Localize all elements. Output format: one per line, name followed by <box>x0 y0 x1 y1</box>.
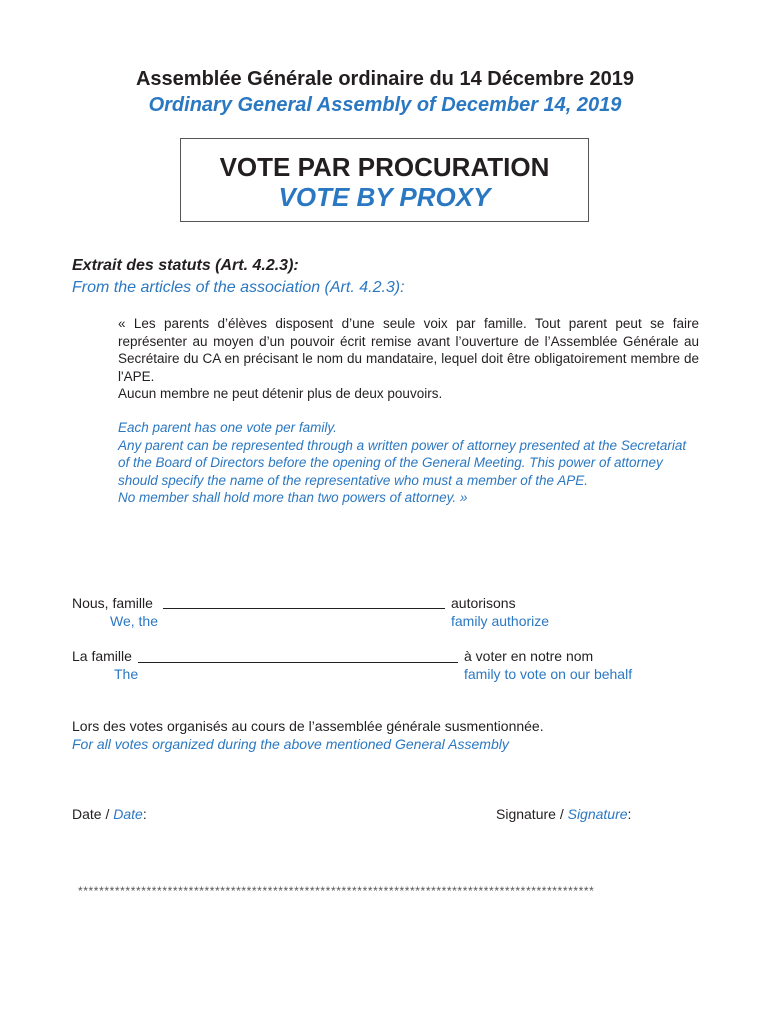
proxy-family-name-field[interactable] <box>138 662 458 663</box>
family-label-french: Nous, famille <box>72 595 153 611</box>
quote-french-para-2: Aucun membre ne peut détenir plus de deux pouvoirs. <box>118 386 443 401</box>
date-label-french: Date / <box>72 806 110 822</box>
authorize-label-english: family authorize <box>451 613 550 629</box>
quote-english-para-3: No member shall hold more than two powers of attorney. » <box>118 490 468 505</box>
title-french: Assemblée Générale ordinaire du 14 Décembre 2019 <box>135 68 635 90</box>
cut-line-separator: ************************************************************************************************** <box>78 884 595 898</box>
box-title-english: VOTE BY PROXY <box>278 182 491 212</box>
quote-english-para-2: Any parent can be represented through a written power of attorney presented at the Secretariat of the Board of Directors before the opening of the General Meeting. This power of attorney should specify the name of the representative who must a member of the APE. <box>118 437 687 488</box>
box-title-french: VOTE PAR PROCURATION <box>219 152 550 182</box>
family-label-english: We, the <box>110 613 158 629</box>
signature-label-french: Signature / <box>496 806 564 822</box>
signature-colon: : <box>627 806 632 822</box>
votes-statement-french: Lors des votes organisés au cours de l’assemblée générale susmentionnée. <box>72 718 544 734</box>
family-name-field[interactable] <box>163 608 445 609</box>
vote-on-behalf-label-english: family to vote on our behalf <box>464 666 633 682</box>
proxy-family-label-french: La famille <box>72 648 132 664</box>
title-english: Ordinary General Assembly of December 14, 2019 <box>148 94 622 116</box>
quote-english-para-1: Each parent has one vote per family. <box>118 420 337 435</box>
proxy-family-label-english: The <box>114 666 139 682</box>
extract-heading-french: Extrait des statuts (Art. 4.2.3): <box>72 257 299 274</box>
vote-on-behalf-label-french: à voter en notre nom <box>464 648 594 664</box>
authorize-label-french: autorisons <box>451 595 516 611</box>
date-colon: : <box>142 806 147 822</box>
signature-field[interactable] <box>496 806 631 822</box>
votes-statement-english: For all votes organized during the above mentioned General Assembly <box>72 736 509 752</box>
signature-label-english: Signature <box>567 806 628 822</box>
date-field[interactable] <box>72 806 147 822</box>
extract-heading-english: From the articles of the association (Art. 4.2.3): <box>72 279 405 296</box>
quote-french-para-1: « Les parents d’élèves disposent d’une seule voix par famille. Tout parent peut se faire représenter au moyen d’un pouvoir écrit remise avant l’ouverture de l’Assemblée Générale au Secrétaire du CA en précisant le nom du mandataire, lequel doit être obligatoirement membre de l'APE. <box>118 316 699 384</box>
date-label-english: Date <box>113 806 143 822</box>
quote-french <box>118 315 699 403</box>
quote-english <box>118 419 699 507</box>
